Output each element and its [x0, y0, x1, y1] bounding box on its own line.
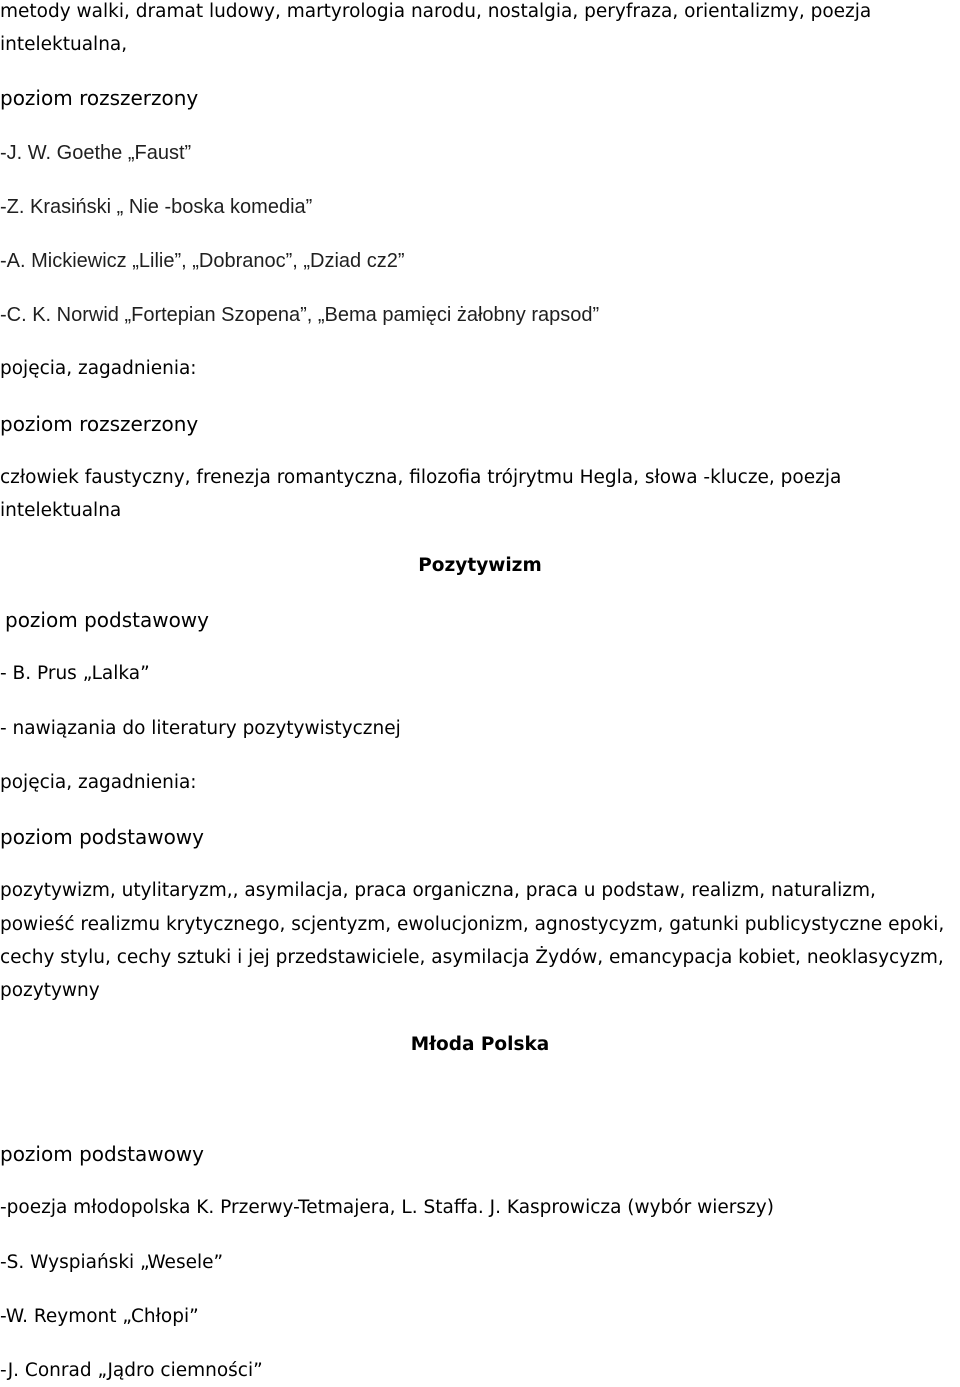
terms-line-2: intelektualna, — [0, 34, 128, 55]
section-title-young-poland: Młoda Polska — [410, 1034, 550, 1055]
positivism-concepts-line-2: powieść realizmu krytycznego, scjentyzm, ewolucjonizm, agnostycyzm, gatunki publicystyczne epoki, — [0, 914, 945, 935]
concepts-level-extended: poziom rozszerzony — [0, 412, 199, 436]
reading-reymont: -W. Reymont „Chłopi” — [0, 1306, 199, 1327]
section-title-positivism: Pozytywizm — [418, 555, 542, 576]
reading-conrad: -J. Conrad „Jądro ciemności” — [0, 1360, 263, 1381]
concepts-text-line-2: intelektualna — [0, 500, 122, 521]
young-poland-level-basic: poziom podstawowy — [0, 1142, 204, 1166]
terms-line-1: metody walki, dramat ludowy, martyrologia narodu, nostalgia, peryfraza, orientalizmy, poezja — [0, 1, 872, 22]
positivism-concepts-line-1: pozytywizm, utylitaryzm,, asymilacja, praca organiczna, praca u podstaw, realizm, naturalizm, — [0, 880, 876, 901]
reading-goethe: -J. W. Goethe „Faust” — [0, 142, 192, 164]
positivism-concepts-level: poziom podstawowy — [0, 825, 204, 849]
positivism-concepts-label: pojęcia, zagadnienia: — [0, 772, 197, 793]
positivism-level-basic: poziom podstawowy — [5, 608, 209, 632]
level-extended-heading: poziom rozszerzony — [0, 86, 199, 110]
reading-krasinski: -Z. Krasiński „ Nie -boska komedia” — [0, 196, 313, 218]
reading-young-poland-poetry: -poezja młodopolska K. Przerwy-Tetmajera, L. Staffa. J. Kasprowicza (wybór wierszy) — [0, 1197, 774, 1218]
concepts-label: pojęcia, zagadnienia: — [0, 358, 197, 379]
reading-norwid: -C. K. Norwid „Fortepian Szopena”, „Bema pamięci żałobny rapsod” — [0, 304, 600, 326]
reading-wyspianski: -S. Wyspiański „Wesele” — [0, 1252, 224, 1273]
positivism-concepts-line-3: cechy stylu, cechy sztuki i jej przedstawiciele, asymilacja Żydów, emancypacja kobiet, neoklasycyzm, — [0, 947, 944, 968]
concepts-text-line-1: człowiek faustyczny, frenezja romantyczna, filozofia trójrytmu Hegla, słowa -klucze, poezja — [0, 467, 842, 488]
reading-positivist-references: - nawiązania do literatury pozytywistycznej — [0, 718, 401, 739]
positivism-concepts-line-4: pozytywny — [0, 980, 100, 1001]
reading-prus: - B. Prus „Lalka” — [0, 663, 150, 684]
reading-mickiewicz: -A. Mickiewicz „Lilie”, „Dobranoc”, „Dziad cz2” — [0, 250, 405, 272]
